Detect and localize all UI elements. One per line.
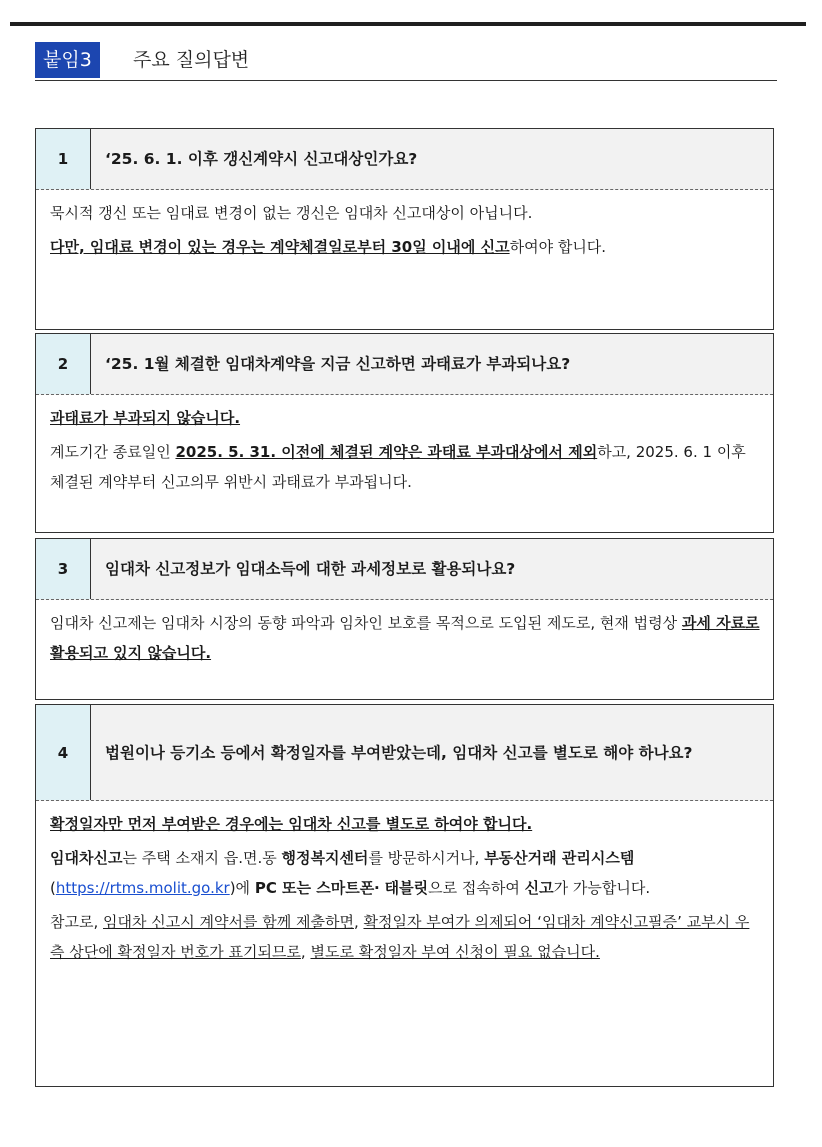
qa-item-2 [35, 333, 774, 533]
answer-emphasis: 과세 자료로 활용되고 있지 않습니다. [50, 614, 760, 662]
answer-text: 하고, 2025. 6. 1 이후 체결된 계약부터 신고의무 위반시 과태료가 부과됩니다. [50, 443, 746, 491]
answer-line: 묵시적 갱신 또는 임대료 변경이 없는 갱신은 임대차 신고대상이 아닙니다. [50, 204, 533, 222]
answer-emphasis: 임대차신고 [50, 849, 123, 867]
answer [36, 395, 773, 507]
answer-emphasis: 다만, 임대료 변경이 있는 경우는 계약체결일로부터 30일 이내에 신고 [50, 238, 510, 256]
question-text: 임대차 신고정보가 임대소득에 대한 과세정보로 활용되나요? [105, 560, 516, 578]
question-number: 3 [36, 539, 91, 599]
qa-item-3 [35, 538, 774, 700]
answer [36, 801, 773, 977]
answer-emphasis: 신고 [524, 879, 554, 897]
answer [36, 600, 773, 678]
answer-text: 으로 접속하여 [428, 879, 525, 897]
question-row [36, 705, 773, 801]
question-number: 4 [36, 705, 91, 800]
answer-text: 참고로, [50, 913, 104, 931]
answer-underline: 임대차 신고시 계약서를 함께 제출하면 [103, 913, 354, 931]
section-header [35, 42, 777, 81]
answer-text: 하여야 합니다. [509, 238, 607, 256]
answer-text: 임대차 신고제는 임대차 시장의 동향 파악과 임차인 보호를 목적으로 도입된 제도로, 현재 법령상 [50, 614, 682, 632]
answer-line: 과태료가 부과되지 않습니다. [50, 409, 241, 427]
answer-emphasis: PC 또는 스마트폰‧ 태블릿 [254, 879, 429, 897]
answer-emphasis: 행정복지센터 [281, 849, 369, 867]
question-text: ‘25. 6. 1. 이후 갱신계약시 신고대상인가요? [105, 150, 418, 168]
question-row [36, 334, 773, 395]
qa-item-1 [35, 128, 774, 330]
answer-text: ( [50, 879, 56, 897]
answer-emphasis: 부동산거래 관리시스템 [484, 849, 635, 867]
answer-text: , [300, 943, 311, 961]
answer-text: 계도기간 종료일인 [50, 443, 176, 461]
question-row [36, 129, 773, 190]
answer-underline: 별도로 확정일자 부여 신청이 필요 없습니다. [310, 943, 600, 961]
answer-line [50, 232, 761, 262]
rtms-link[interactable]: https://rtms.molit.go.kr [55, 879, 230, 897]
answer-text: )에 [229, 879, 255, 897]
answer-text: 는 주택 소재지 읍.면.동 [122, 849, 282, 867]
answer-line [50, 437, 761, 497]
answer-line: 확정일자만 먼저 부여받은 경우에는 임대차 신고를 별도로 하여야 합니다. [50, 815, 533, 833]
question-number: 2 [36, 334, 91, 394]
answer-line [50, 608, 761, 668]
question-text: 법원이나 등기소 등에서 확정일자를 부여받았는데, 임대차 신고를 별도로 해야 하나요? [105, 743, 693, 762]
top-rule [10, 22, 806, 26]
attachment-badge: 붙임3 [35, 42, 100, 78]
answer-line [50, 907, 761, 967]
page-title: 주요 질의답변 [133, 49, 250, 71]
question-number: 1 [36, 129, 91, 189]
answer-line [50, 843, 761, 903]
answer [36, 190, 773, 272]
answer-emphasis: 2025. 5. 31. 이전에 체결된 계약은 과태료 부과대상에서 제외 [175, 443, 598, 461]
question-text: ‘25. 1월 체결한 임대차계약을 지금 신고하면 과태료가 부과되나요? [105, 355, 571, 373]
question-row [36, 539, 773, 600]
answer-text: 가 가능합니다. [553, 879, 651, 897]
answer-text: 를 방문하시거나, [368, 849, 485, 867]
answer-underline: 확정일자 부여가 의제되어 ‘임대차 계약신고필증’ 교부시 우측 상단에 확정일자 번호가 표기되므로 [50, 913, 750, 961]
qa-item-4 [35, 704, 774, 1087]
answer-text: , [353, 913, 364, 931]
